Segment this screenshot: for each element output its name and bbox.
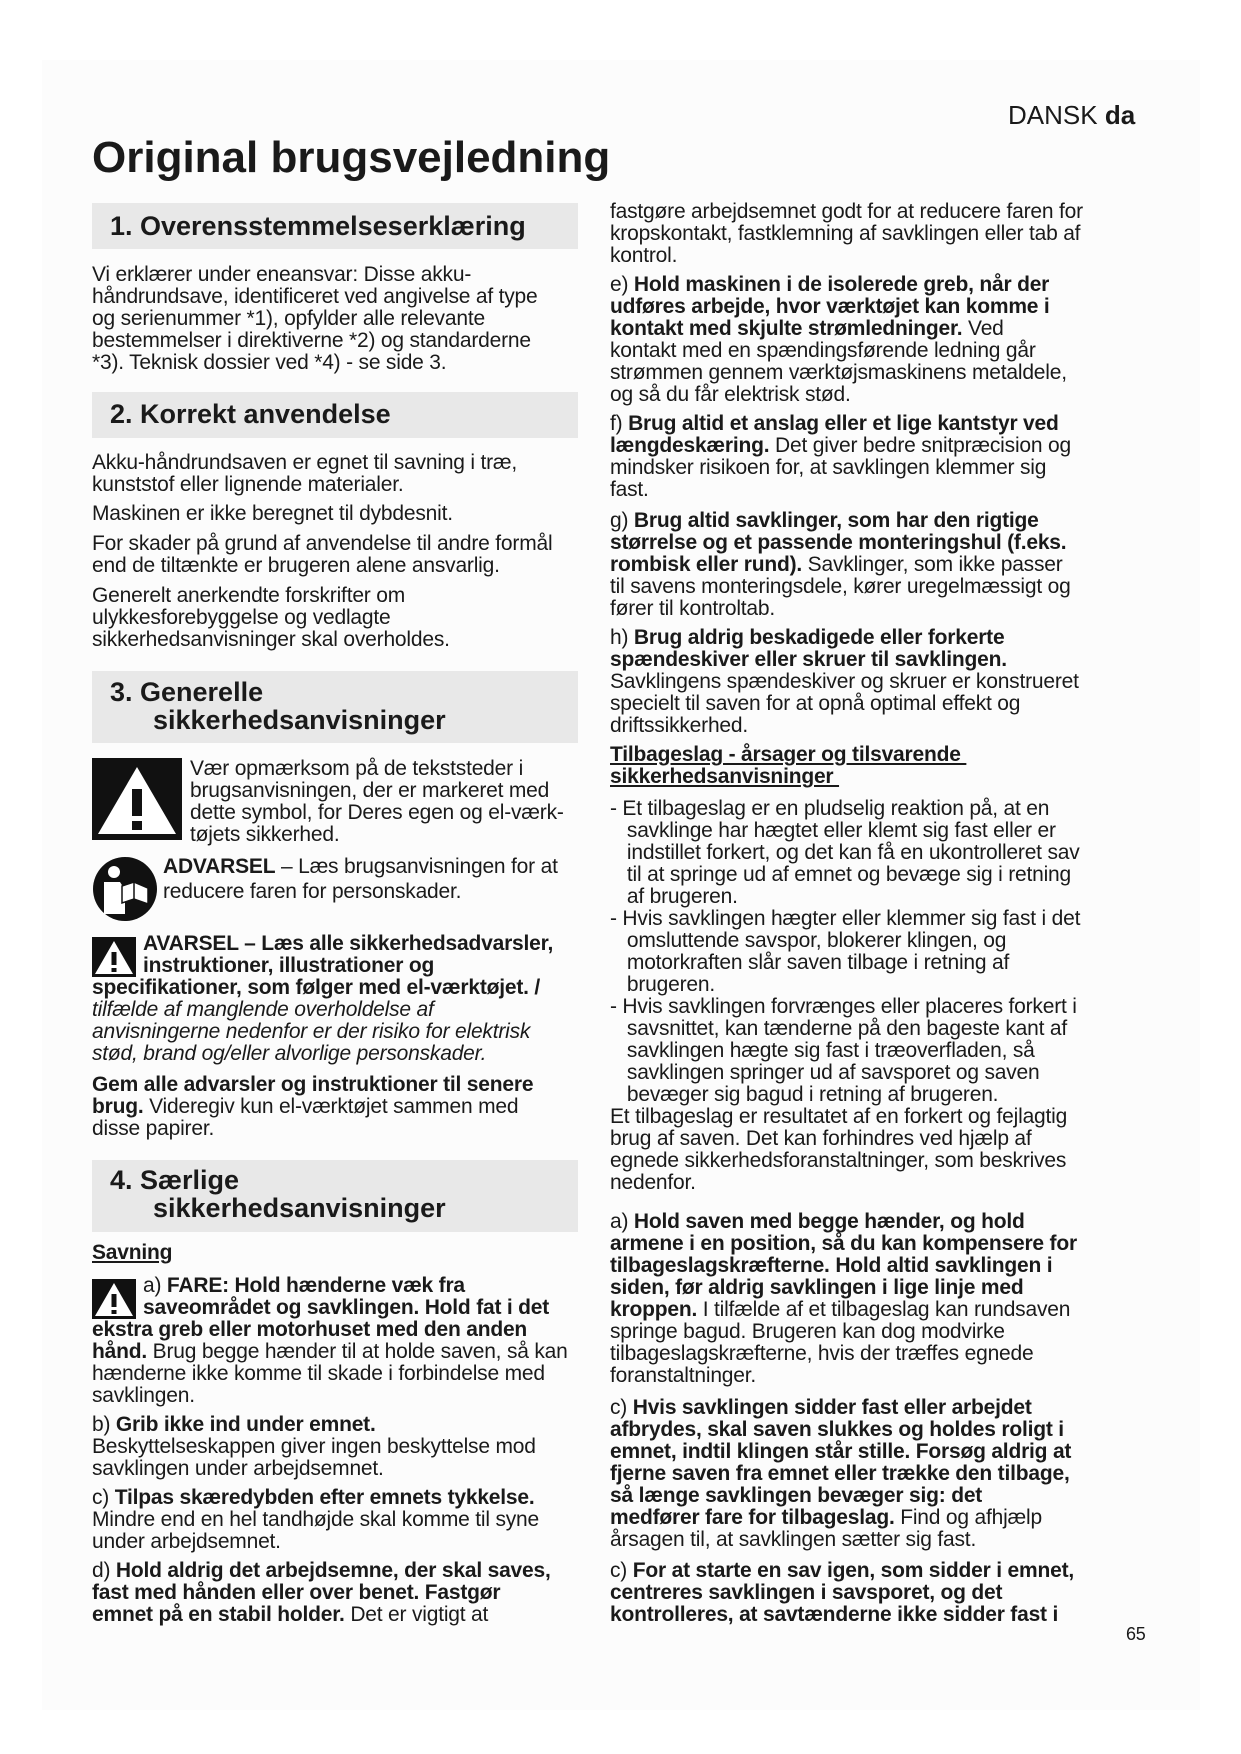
r-g-line: g) Brug altid savklinger, som har den rigtige bbox=[610, 509, 1039, 532]
warn-line: tøjets sikkerhed. bbox=[190, 823, 340, 846]
warn-line: dette symbol, for Deres egen og el-værk- bbox=[190, 801, 564, 824]
r-c2-line: c) For at starte en sav igen, som sidder i emnet, bbox=[610, 1559, 1075, 1582]
language-label: DANSK da bbox=[1008, 100, 1136, 130]
r-e-line: strømmen gennem værktøjsmaskinens metaldele, bbox=[610, 361, 1067, 384]
s4-b-line: b) Grib ikke ind under emnet. bbox=[92, 1413, 376, 1436]
s2-line: Generelt anerkendte forskrifter om bbox=[92, 584, 406, 607]
section-4-heading: 4. Særlige bbox=[110, 1165, 240, 1195]
s2-line: kunststof eller lignende materialer. bbox=[92, 473, 404, 496]
kickback-line: omsluttende savspor, blokerer klingen, og bbox=[610, 929, 1007, 952]
s2-line: ulykkesforebyggelse og vedlagte bbox=[92, 606, 391, 629]
kickback-line: egnede sikkerhedsforanstaltninger, som beskrives bbox=[610, 1149, 1067, 1172]
r-f-line: mindsker risikoen for, at savklingen klemmer sig bbox=[610, 456, 1047, 479]
kickback-line: nedenfor. bbox=[610, 1171, 696, 1194]
kickback-line: savklingen hægte sig fast i træoverfladen, så bbox=[610, 1039, 1035, 1062]
r-h-line: spændeskiver eller skruer til savklingen. bbox=[610, 648, 1007, 671]
r-e-line: kontakt med skjulte strømledninger. Ved bbox=[610, 317, 1004, 340]
r-h-line: driftssikkerhed. bbox=[610, 714, 749, 737]
avarsel-line: AVARSEL – Læs alle sikkerhedsadvarsler, bbox=[143, 932, 554, 955]
avarsel-line: specifikationer, som følger med el-værktøjet. / bbox=[92, 976, 541, 999]
s2-line: Maskinen er ikke beregnet til dybdesnit. bbox=[92, 502, 453, 525]
tilbageslag-heading: Tilbageslag - årsager og tilsvarende bbox=[610, 743, 967, 766]
advarsel-line: reducere faren for personskader. bbox=[163, 880, 462, 903]
kickback-line: brugeren. bbox=[610, 973, 715, 996]
r-f-line: fast. bbox=[610, 478, 649, 501]
s4-d-line: d) Hold aldrig det arbejdsemne, der skal saves, bbox=[92, 1559, 551, 1582]
kickback-line: - Et tilbageslag er en pludselig reaktion på, at en bbox=[610, 797, 1050, 820]
r-g-line: størrelse og et passende monteringshul (f.eks. bbox=[610, 531, 1067, 554]
s4-c-line: under arbejdsemnet. bbox=[92, 1530, 281, 1553]
s2-line: sikkerhedsanvisninger skal overholdes. bbox=[92, 628, 450, 651]
s4-b-line: Beskyttelseskappen giver ingen beskyttelse mod bbox=[92, 1435, 536, 1458]
avarsel-italic-line: stød, brand og/eller alvorlige personskader. bbox=[92, 1042, 487, 1065]
tilbageslag-heading: sikkerhedsanvisninger bbox=[610, 765, 840, 788]
section-4-heading-cont: sikkerhedsanvisninger bbox=[153, 1193, 446, 1223]
s4-a-line: ekstra greb eller motorhuset med den anden bbox=[92, 1318, 528, 1341]
avarsel-italic-line: anvisningerne nedenfor er der risiko for elektrisk bbox=[92, 1020, 531, 1043]
s2-line: end de tiltænkte er brugeren alene ansvarlig. bbox=[92, 554, 500, 577]
s4-a-line: a) FARE: Hold hænderne væk fra bbox=[143, 1274, 465, 1297]
r-c-line: emnet, indtil klingen står stille. Forsøg aldrig at bbox=[610, 1440, 1072, 1463]
warn-line: brugsanvisningen, der er markeret med bbox=[190, 779, 550, 802]
r-a-line: a) Hold saven med begge hænder, og hold bbox=[610, 1210, 1025, 1233]
s4-b-line: savklingen under arbejdsemnet. bbox=[92, 1457, 384, 1480]
r-a-line: armene i en position, så du kan kompensere for bbox=[610, 1232, 1077, 1255]
s1-line: Vi erklærer under eneansvar: Disse akku- bbox=[92, 263, 472, 286]
r-c-line: så længe savklingen bevæger sig: det bbox=[610, 1484, 983, 1507]
savning-subheading: Savning bbox=[92, 1241, 173, 1264]
s4-a-line: savklingen. bbox=[92, 1384, 195, 1407]
s1-line: *3). Teknisk dossier ved *4) - se side 3. bbox=[92, 351, 447, 374]
r-g-line: til savens monteringsdele, kører uregelmæssigt og bbox=[610, 575, 1071, 598]
section-3-heading: 3. Generelle bbox=[110, 677, 264, 707]
r-a-line: kroppen. I tilfælde af et tilbageslag kan rundsaven bbox=[610, 1298, 1071, 1321]
r-f-line: længdeskæring. Det giver bedre snitpræcision og bbox=[610, 434, 1071, 457]
r-g-line: fører til kontroltab. bbox=[610, 597, 776, 620]
kickback-line: bevæger sig bagud i retning af brugeren. bbox=[610, 1083, 999, 1106]
kickback-line: - Hvis savklingen forvrænges eller placeres forkert i bbox=[610, 995, 1077, 1018]
kickback-line: af brugeren. bbox=[610, 885, 738, 908]
r-e-line: og så du får elektrisk stød. bbox=[610, 383, 851, 406]
warning-triangle-icon bbox=[92, 937, 136, 977]
page-title: Original brugsvejledning bbox=[92, 133, 611, 182]
section-3-heading-cont: sikkerhedsanvisninger bbox=[153, 705, 446, 735]
s2-line: For skader på grund af anvendelse til andre formål bbox=[92, 532, 553, 555]
r-a-line: springe bagud. Brugeren kan dog modvirke bbox=[610, 1320, 1005, 1343]
avarsel-italic-line: tilfælde af manglende overholdelse af bbox=[92, 998, 434, 1021]
r-f-line: f) Brug altid et anslag eller et lige kantstyr ved bbox=[610, 412, 1059, 435]
r-e-line: udføres arbejde, hvor værktøjet kan komme i bbox=[610, 295, 1050, 318]
section-1-heading: 1. Overensstemmelseserklæring bbox=[110, 211, 526, 241]
s2-line: Akku-håndrundsaven er egnet til savning i træ, bbox=[92, 451, 518, 474]
r-c-line: afbrydes, skal saven slukkes og holdes roligt i bbox=[610, 1418, 1064, 1441]
warn-line: Vær opmærksom på de tekststeder i bbox=[190, 757, 524, 780]
r-a-line: siden, før aldrig savklingen i lige linje med bbox=[610, 1276, 1024, 1299]
kickback-line: brug af saven. Det kan forhindres ved hjælp af bbox=[610, 1127, 1032, 1150]
r-a-line: tilbageslagskræfterne. Hold altid savklingen i bbox=[610, 1254, 1053, 1277]
gem-line: disse papirer. bbox=[92, 1117, 215, 1140]
s4-d-line: emnet på en stabil holder. Det er vigtigt at bbox=[92, 1603, 489, 1626]
page-number: 65 bbox=[1126, 1624, 1146, 1644]
r-cont-line: kontrol. bbox=[610, 244, 678, 267]
kickback-line: Et tilbageslag er resultatet af en forkert og fejlagtig bbox=[610, 1105, 1068, 1128]
r-c-line: fjerne saven fra emnet eller trække den tilbage, bbox=[610, 1462, 1070, 1485]
kickback-line: motorkraften slår saven tilbage i retning af bbox=[610, 951, 1010, 974]
r-cont-line: kropskontakt, fastklemning af savklingen eller tab af bbox=[610, 222, 1081, 245]
section-2-heading: 2. Korrekt anvendelse bbox=[110, 399, 391, 429]
r-h-line: Savklingens spændeskiver og skruer er konstrueret bbox=[610, 670, 1079, 693]
s4-d-line: fast med hånden eller over benet. Fastgør bbox=[92, 1581, 501, 1604]
s4-a-line: hænderne ikke komme til skade i forbindelse med bbox=[92, 1362, 545, 1385]
warning-triangle-icon bbox=[92, 758, 182, 840]
kickback-line: savklinge har hægtet eller klemt sig fast eller er bbox=[610, 819, 1056, 842]
kickback-line: savsnittet, kan tænderne på den bageste kant af bbox=[610, 1017, 1067, 1040]
r-a-line: foranstaltninger. bbox=[610, 1364, 757, 1387]
kickback-line: savklingen springer ud af savsporet og saven bbox=[610, 1061, 1040, 1084]
kickback-line: - Hvis savklingen hægter eller klemmer sig fast i det bbox=[610, 907, 1081, 930]
gem-line: Gem alle advarsler og instruktioner til senere bbox=[92, 1073, 534, 1096]
r-h-line: h) Brug aldrig beskadigede eller forkerte bbox=[610, 626, 1005, 649]
r-g-line: rombisk eller rund). Savklinger, som ikke passer bbox=[610, 553, 1063, 576]
r-c2-line: centreres savklingen i savsporet, og det bbox=[610, 1581, 1003, 1604]
r-c-line: årsagen til, at savklingen sætter sig fast. bbox=[610, 1528, 977, 1551]
kickback-line: indstillet forkert, og det kan få en ukontrolleret sav bbox=[610, 841, 1080, 864]
gem-line: brug. Videregiv kun el-værktøjet sammen med bbox=[92, 1095, 519, 1118]
s4-c-line: c) Tilpas skæredybden efter emnets tykkelse. bbox=[92, 1486, 535, 1509]
r-c-line: c) Hvis savklingen sidder fast eller arbejdet bbox=[610, 1396, 1032, 1419]
s4-c-line: Mindre end en hel tandhøjde skal komme til syne bbox=[92, 1508, 540, 1531]
r-c-line: medfører fare for tilbageslag. Find og afhjælp bbox=[610, 1506, 1042, 1529]
r-e-line: e) Hold maskinen i de isolerede greb, når der bbox=[610, 273, 1050, 296]
r-cont-line: fastgøre arbejdsemnet godt for at reducere faren for bbox=[610, 200, 1083, 223]
s1-line: bestemmelser i direktiverne *2) og standarderne bbox=[92, 329, 531, 352]
r-e-line: kontakt med en spændingsførende ledning går bbox=[610, 339, 1036, 362]
read-manual-icon bbox=[92, 856, 158, 922]
avarsel-line: instruktioner, illustrationer og bbox=[143, 954, 435, 977]
advarsel-line: ADVARSEL – Læs brugsanvisningen for at bbox=[163, 855, 558, 878]
kickback-line: til at springe ud af emnet og bevæge sig i retning bbox=[610, 863, 1072, 886]
s4-a-line: saveområdet og savklingen. Hold fat i det bbox=[143, 1296, 550, 1319]
r-a-line: tilbageslagskræfterne, hvis der træffes egnede bbox=[610, 1342, 1034, 1365]
s1-line: og serienummer *1), opfylder alle relevante bbox=[92, 307, 485, 330]
s4-a-line: hånd. Brug begge hænder til at holde saven, så kan bbox=[92, 1340, 568, 1363]
r-h-line: specielt til saven for at opnå optimal effekt og bbox=[610, 692, 1021, 715]
warning-triangle-icon bbox=[92, 1279, 136, 1319]
r-c2-line: kontrolleres, at savtænderne ikke sidder fast i bbox=[610, 1603, 1059, 1626]
s1-line: håndrundsave, identificeret ved angivelse af type bbox=[92, 285, 538, 308]
